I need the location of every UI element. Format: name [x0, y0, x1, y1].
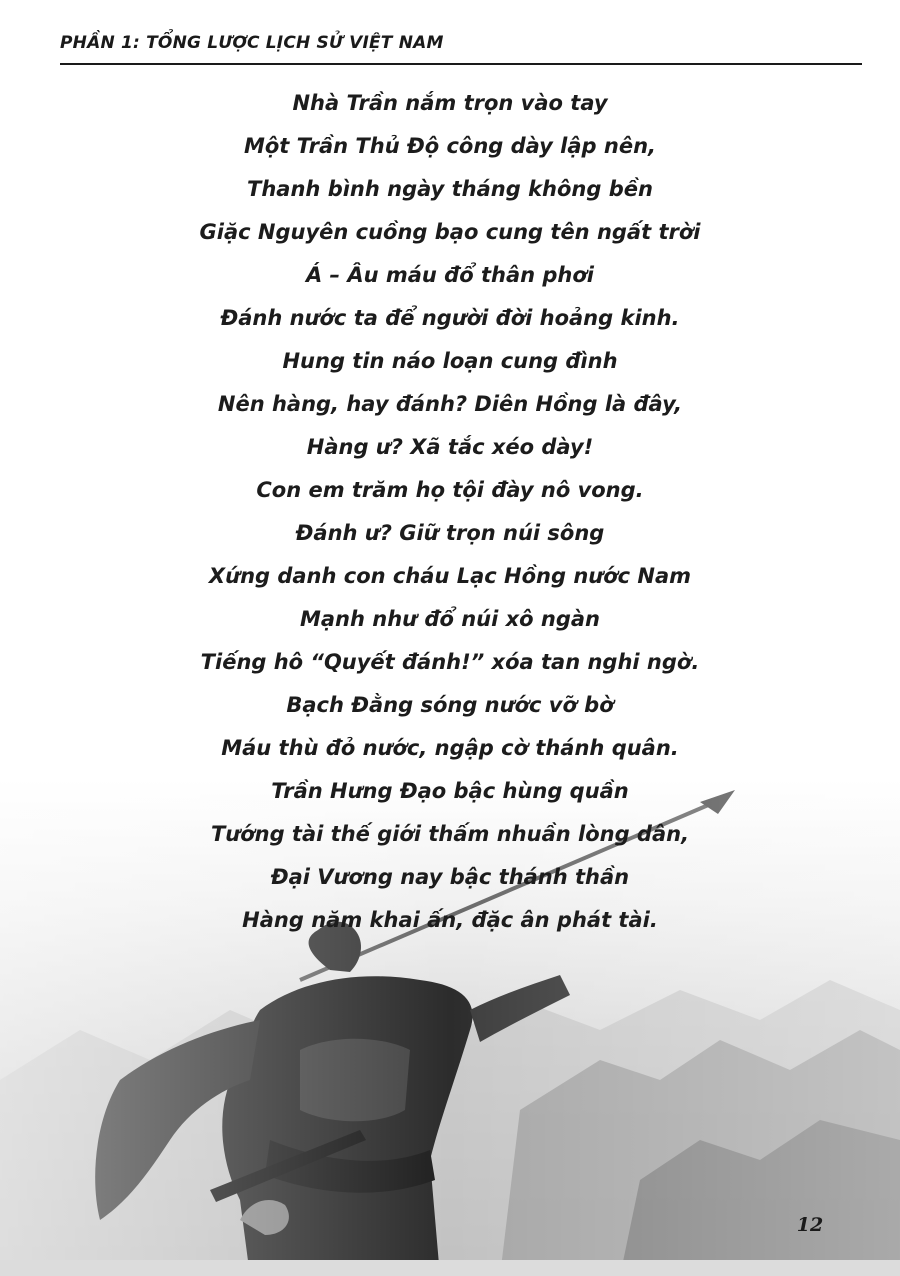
poem-line: Hung tin náo loạn cung đình — [282, 349, 618, 373]
poem-line: Giặc Nguyên cuồng bạo cung tên ngất trời — [199, 220, 701, 244]
page-number: 12 — [796, 1214, 824, 1236]
poem-line: Trần Hưng Đạo bậc hùng quần — [271, 779, 629, 803]
poem-line: Thanh bình ngày tháng không bền — [247, 177, 653, 201]
poem-line: Á – Âu máu đổ thân phơi — [305, 263, 594, 287]
poem-line: Bạch Đằng sóng nước vỡ bờ — [286, 693, 614, 717]
section-header-title: PHẦN 1: TỔNG LƯỢC LỊCH SỬ VIỆT NAM — [60, 33, 444, 53]
poem-line: Đại Vương nay bậc thánh thần — [270, 865, 630, 889]
header-divider — [60, 63, 862, 65]
poem-line: Con em trăm họ tội đày nô vong. — [256, 478, 644, 502]
poem-line: Xứng danh con cháu Lạc Hồng nước Nam — [208, 564, 692, 588]
poem-line: Một Trần Thủ Độ công dày lập nên, — [243, 134, 657, 158]
poem-line: Nhà Trần nắm trọn vào tay — [292, 91, 608, 115]
poem-line: Đánh ư? Giữ trọn núi sông — [295, 521, 605, 545]
poem-line: Mạnh như đổ núi xô ngàn — [299, 607, 600, 631]
poem-line: Hàng ư? Xã tắc xéo dày! — [306, 435, 594, 459]
poem-line: Đánh nước ta để người đời hoảng kinh. — [220, 306, 680, 330]
poem-line: Tiếng hô “Quyết đánh!” xóa tan nghi ngờ. — [200, 650, 700, 674]
poem-line: Máu thù đỏ nước, ngập cờ thánh quân. — [221, 736, 679, 760]
poem-line: Hàng năm khai ấn, đặc ân phát tài. — [242, 908, 658, 932]
poem — [0, 82, 900, 942]
poem-line: Nên hàng, hay đánh? Diên Hồng là đây, — [217, 392, 683, 416]
poem-line: Tướng tài thế giới thấm nhuần lòng dân, — [210, 822, 690, 846]
